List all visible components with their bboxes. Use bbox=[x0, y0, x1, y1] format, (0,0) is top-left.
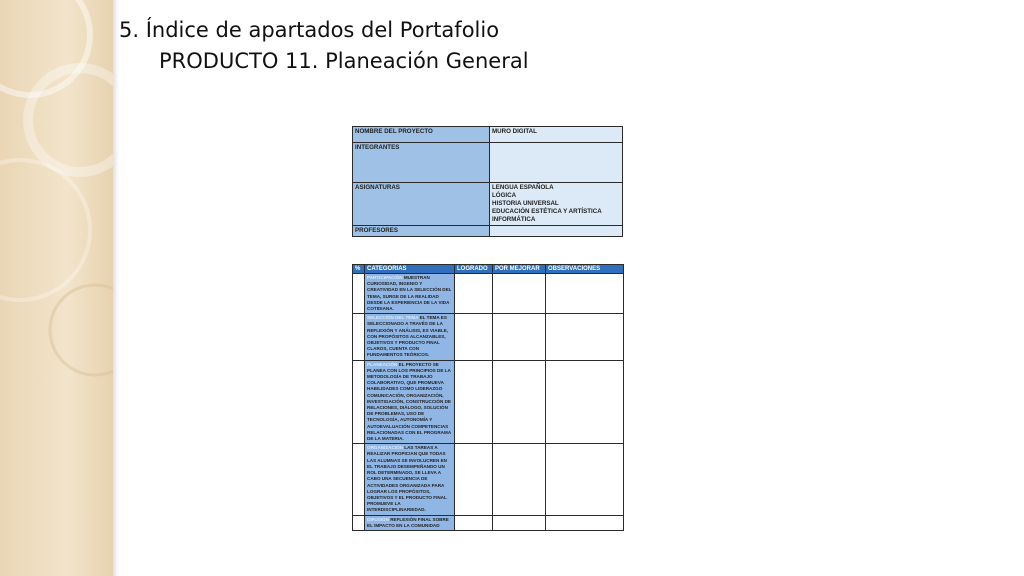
header-achieved: LOGRADO bbox=[455, 265, 493, 274]
subject-item: INFORMÁTICA bbox=[492, 216, 536, 223]
observations-cell bbox=[546, 274, 624, 314]
category-text: EL TEMA ES SELECCIONADO A TRAVÉS DE LA REFLEXIÓN Y ANÁLISIS, ES VIABLE, CON PROPÓSITOS ALCANZABLES, OBJETIVOS Y PRODUCTO FINAL CLAROS, CUENTA CON FUNDAMENTOS TEÓRICOS. bbox=[367, 315, 449, 358]
category-cell bbox=[365, 274, 455, 314]
category-cell bbox=[365, 314, 455, 360]
observations-cell bbox=[546, 360, 624, 444]
category-cell bbox=[365, 515, 455, 530]
subjects-value bbox=[490, 183, 623, 226]
category-cell bbox=[365, 360, 455, 444]
table-row bbox=[353, 143, 623, 183]
achieved-cell bbox=[455, 515, 493, 530]
members-label: INTEGRANTES bbox=[353, 143, 490, 183]
project-name-value: MURO DIGITAL bbox=[490, 127, 623, 143]
decorative-swirl-graphic bbox=[0, 0, 113, 576]
percent-cell bbox=[353, 314, 365, 360]
table-row bbox=[353, 444, 624, 515]
page-subtitle: PRODUCTO 11. Planeación General bbox=[159, 49, 529, 73]
category-text: EL PROYECTO SE PLANEA CON LOS PRINCIPIOS DE LA METODOLOGÍA DE TRABAJO COLABORATIVO, QUE PROMUEVA HABILIDADES COMO LIDERAZGO COMUNICACIÓN, ORGANIZACIÓN, INVESTIGACIÓN, CONSTRUCCIÓN DE RELACIONES, DIÁLOGO, SOLUCIÓN DE PROBLEMAS, USO DE TECNOLOGÍA, AUTONOMÍA Y AUTOEVALUACIÓN COMPETENCIAS RELACIONADAS CON EL PROGRAMA DE LA MATERIA. bbox=[367, 361, 451, 442]
observations-cell bbox=[546, 515, 624, 530]
side-panel-shadow bbox=[113, 0, 119, 576]
rubric-table bbox=[352, 264, 624, 531]
page-title: 5. Índice de apartados del Portafolio bbox=[119, 18, 500, 42]
category-name: ORGANIZACIÓN bbox=[367, 445, 403, 451]
header-to-improve: POR MEJORAR bbox=[493, 265, 546, 274]
table-row bbox=[353, 226, 623, 237]
category-text: LAS TAREAS A REALIZAR PROPICIAN QUE TODAS LAS ALUMNAS SE INVOLUCREN EN EL TRABAJO DESEMPEÑANDO UN ROL DETERMINADO, SE LLEVA A CABO UNA SECUENCIA DE ACTIVIDADES ORGANIZADA PARA LOGRAR LOS PROPÓSITOS, OBJETIVOS Y EL PRODUCTO FINAL PROMUEVE LA INTERDISCIPLINARIEDAD. bbox=[367, 445, 447, 513]
rubric-header-row bbox=[353, 265, 624, 274]
category-text: REFLEXIÓN FINAL SOBRE EL IMPACTO EN LA COMUNIDAD bbox=[367, 516, 449, 528]
table-row bbox=[353, 314, 624, 360]
category-text: MUESTRAN CURIOSIDAD, INGENIO Y CREATIVIDAD EN LA SELECCIÓN DEL TEMA, SURGE DE LA REALIDAD DESDE LA EXPERIENCIA DE LA VIDA COTIDIANA. bbox=[367, 275, 452, 312]
percent-cell bbox=[353, 360, 365, 444]
subject-item: HISTORIA UNIVERSAL bbox=[492, 200, 559, 207]
achieved-cell bbox=[455, 360, 493, 444]
subject-item: LÓGICA bbox=[492, 192, 517, 199]
header-percent: % bbox=[353, 265, 365, 274]
table-row bbox=[353, 183, 623, 226]
decorative-side-panel bbox=[0, 0, 113, 576]
to-improve-cell bbox=[493, 515, 546, 530]
subject-item: EDUCACIÓN ESTÉTICA Y ARTÍSTICA bbox=[492, 208, 602, 215]
to-improve-cell bbox=[493, 274, 546, 314]
table-row bbox=[353, 274, 624, 314]
category-cell bbox=[365, 444, 455, 515]
observations-cell bbox=[546, 314, 624, 360]
table-row bbox=[353, 515, 624, 530]
category-name: PLANEACIÓN bbox=[367, 361, 398, 367]
to-improve-cell bbox=[493, 314, 546, 360]
members-value bbox=[490, 143, 623, 183]
percent-cell bbox=[353, 274, 365, 314]
observations-cell bbox=[546, 444, 624, 515]
category-name: PARTICIPACIÓN bbox=[367, 275, 403, 280]
table-row bbox=[353, 360, 624, 444]
category-name: DIFUSIÓN bbox=[367, 516, 389, 522]
to-improve-cell bbox=[493, 360, 546, 444]
achieved-cell bbox=[455, 274, 493, 314]
subject-item: LENGUA ESPAÑOLA bbox=[492, 184, 554, 191]
to-improve-cell bbox=[493, 444, 546, 515]
project-info-table bbox=[352, 126, 623, 237]
achieved-cell bbox=[455, 314, 493, 360]
project-name-label: NOMBRE DEL PROYECTO bbox=[353, 127, 490, 143]
percent-cell bbox=[353, 444, 365, 515]
header-observations: OBSERVACIONES bbox=[546, 265, 624, 274]
teachers-value bbox=[490, 226, 623, 237]
category-name: SELECCIÓN DEL TEMA bbox=[367, 315, 419, 321]
teachers-label: PROFESORES bbox=[353, 226, 490, 237]
percent-cell bbox=[353, 515, 365, 530]
header-categories: CATEGORIAS bbox=[365, 265, 455, 274]
table-row bbox=[353, 127, 623, 143]
achieved-cell bbox=[455, 444, 493, 515]
subjects-label: ASIGNATURAS bbox=[353, 183, 490, 226]
